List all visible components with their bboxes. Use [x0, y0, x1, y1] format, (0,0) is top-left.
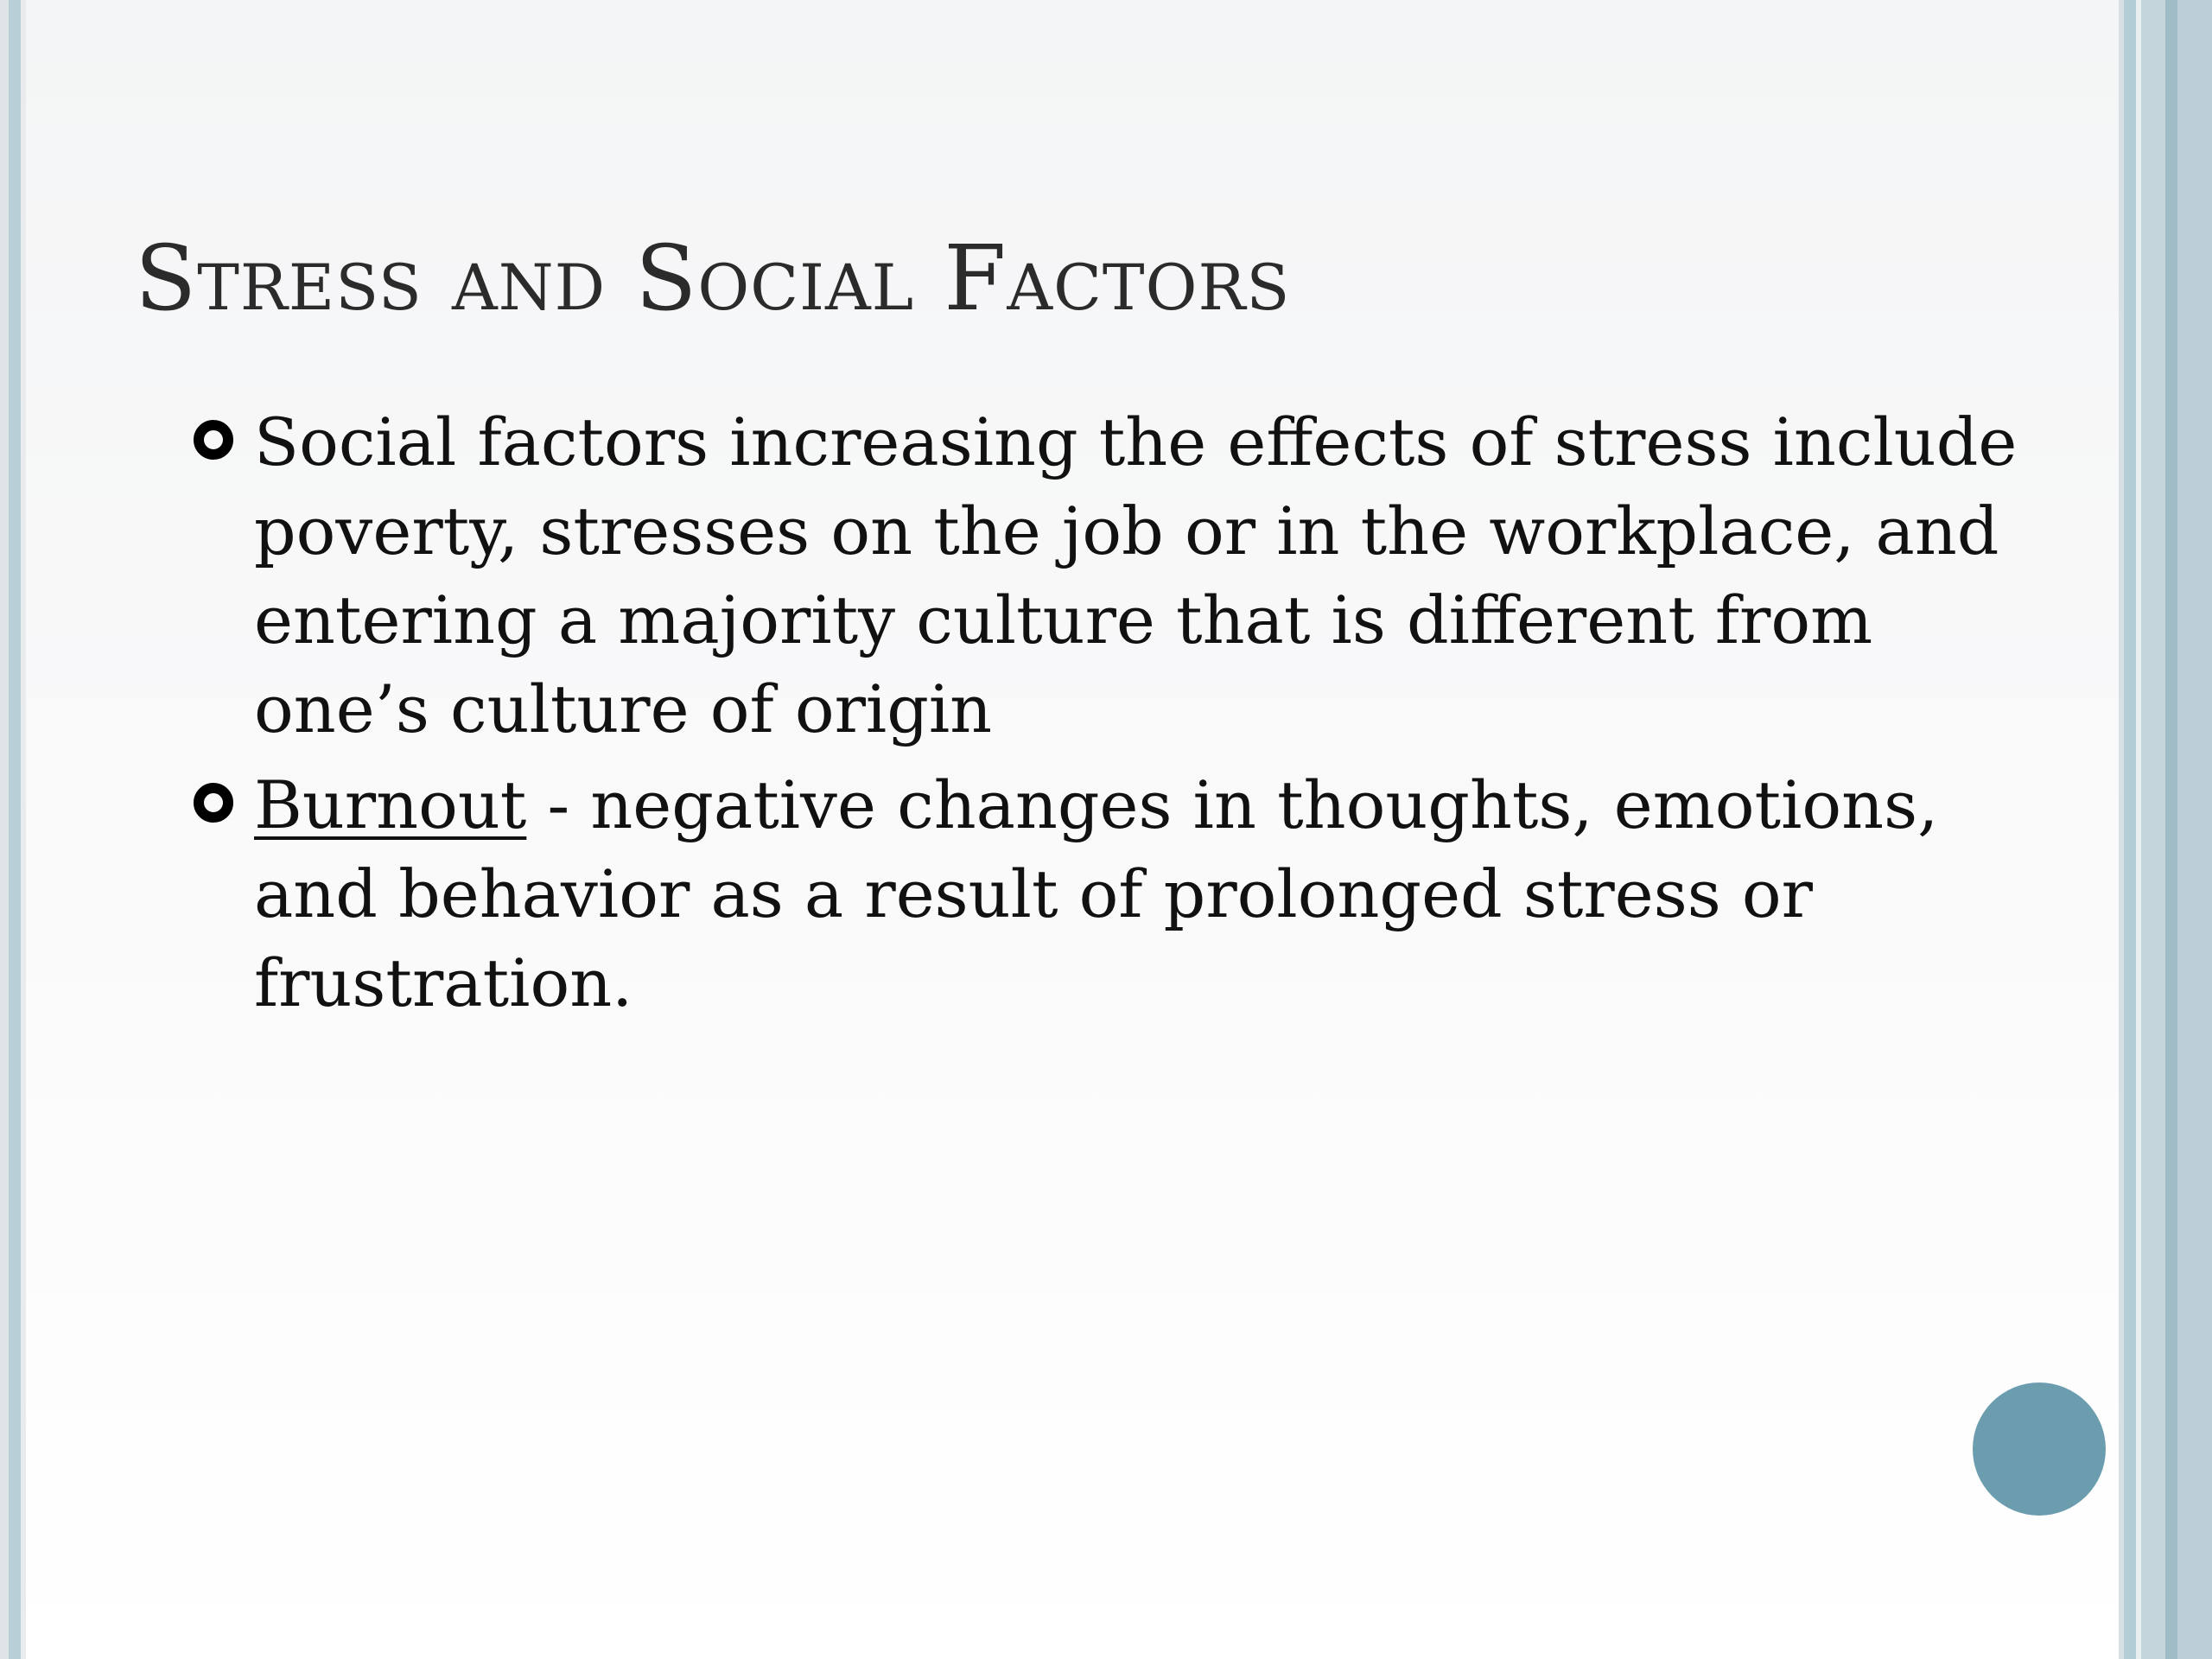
ring-bullet-icon	[194, 783, 233, 823]
left-border-stripe	[9, 0, 21, 1659]
right-border-stripe	[2141, 0, 2165, 1659]
circle-icon	[1973, 1382, 2106, 1516]
bullet-item	[192, 397, 2058, 753]
right-border-stripe	[2124, 0, 2136, 1659]
bullet-text: Social factors increasing the effects of stress include poverty, stresses on the job or in the workplace, and entering a majority culture that is different from one’s culture of origin	[254, 404, 2018, 747]
ring-bullet-icon	[194, 420, 233, 460]
slide-title: Stress and Social Factors	[135, 226, 1291, 331]
left-border-stripe	[21, 0, 26, 1659]
right-border-stripe	[2165, 0, 2177, 1659]
bullet-list	[192, 397, 2058, 1034]
bullet-item	[192, 760, 2058, 1027]
bullet-term: Burnout	[254, 766, 527, 843]
right-border-stripe	[2177, 0, 2212, 1659]
bullet-text: - negative changes in thoughts, emotions, and behavior as a result of prolonged stress or frustration.	[254, 766, 1939, 1021]
left-border-stripe	[0, 0, 9, 1659]
